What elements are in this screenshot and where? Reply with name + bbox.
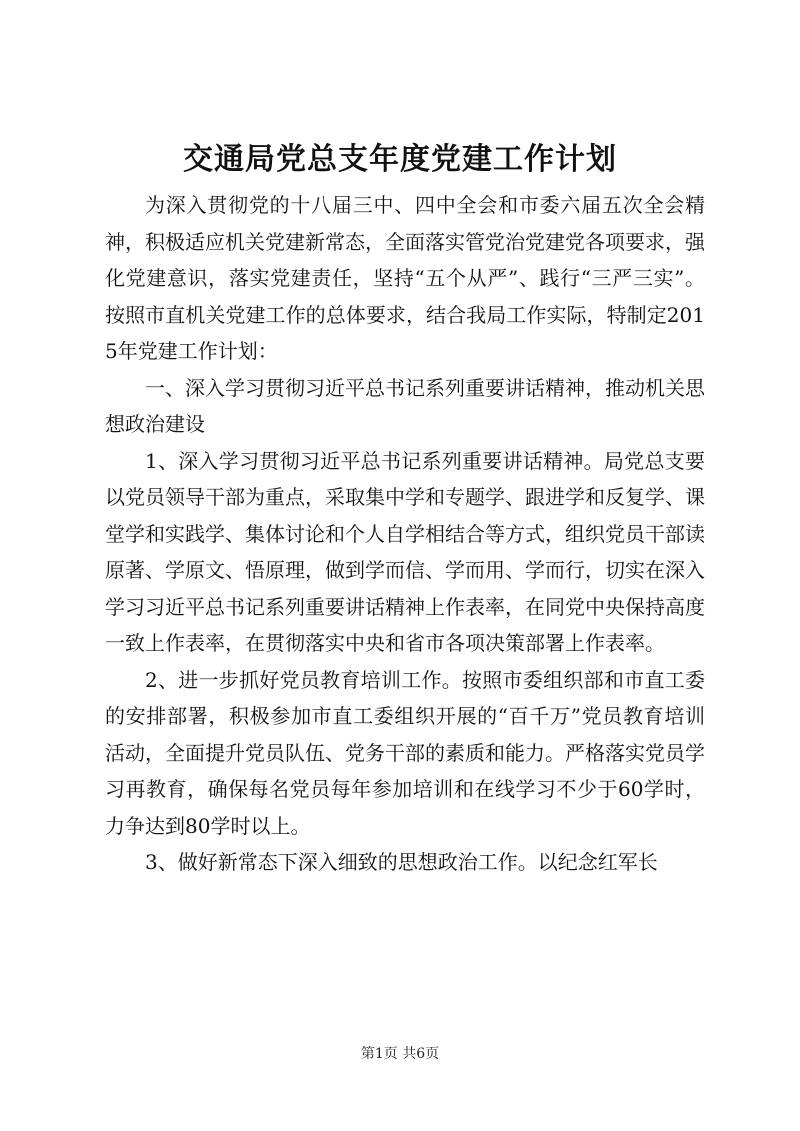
section-heading-1: 一、深入学习贯彻习近平总书记系列重要讲话精神，推动机关思想政治建设 bbox=[105, 375, 705, 436]
document-body bbox=[105, 187, 705, 881]
body-paragraph-item-2: 2、进一步抓好党员教育培训工作。按照市委组织部和市直工委的安排部署，积极参加市直工委组织开展的“百千万”党员教育培训活动，全面提升党员队伍、党务干部的素质和能力。严格落实党员学习再教育，确保每名党员每年参加培训和在线学习不少于60学时，力争达到80学时以上。 bbox=[105, 667, 705, 838]
body-paragraph-item-1: 1、深入学习贯彻习近平总书记系列重要讲话精神。局党总支要以党员领导干部为重点，采取集中学和专题学、跟进学和反复学、课堂学和实践学、集体讨论和个人自学相结合等方式，组织党员干部读原著、学原文、悟原理，做到学而信、学而用、学而行，切实在深入学习习近平总书记系列重要讲话精神上作表率，在同党中央保持高度一致上作表率，在贯彻落实中央和省市各项决策部署上作表率。 bbox=[105, 448, 705, 655]
body-paragraph-item-3: 3、做好新常态下深入细致的思想政治工作。以纪念红军长 bbox=[145, 850, 658, 874]
document-title: 交通局党总支年度党建工作计划 bbox=[183, 142, 617, 177]
page-number-footer: 第1页 共6页 bbox=[360, 1046, 440, 1062]
body-paragraph-intro: 为深入贯彻党的十八届三中、四中全会和市委六届五次全会精神，积极适应机关党建新常态，全面落实管党治党建党各项要求，强化党建意识，落实党建责任，坚持“五个从严”、践行“三严三实”。按照市直机关党建工作的总体要求，结合我局工作实际，特制定2015年党建工作计划： bbox=[105, 193, 705, 363]
